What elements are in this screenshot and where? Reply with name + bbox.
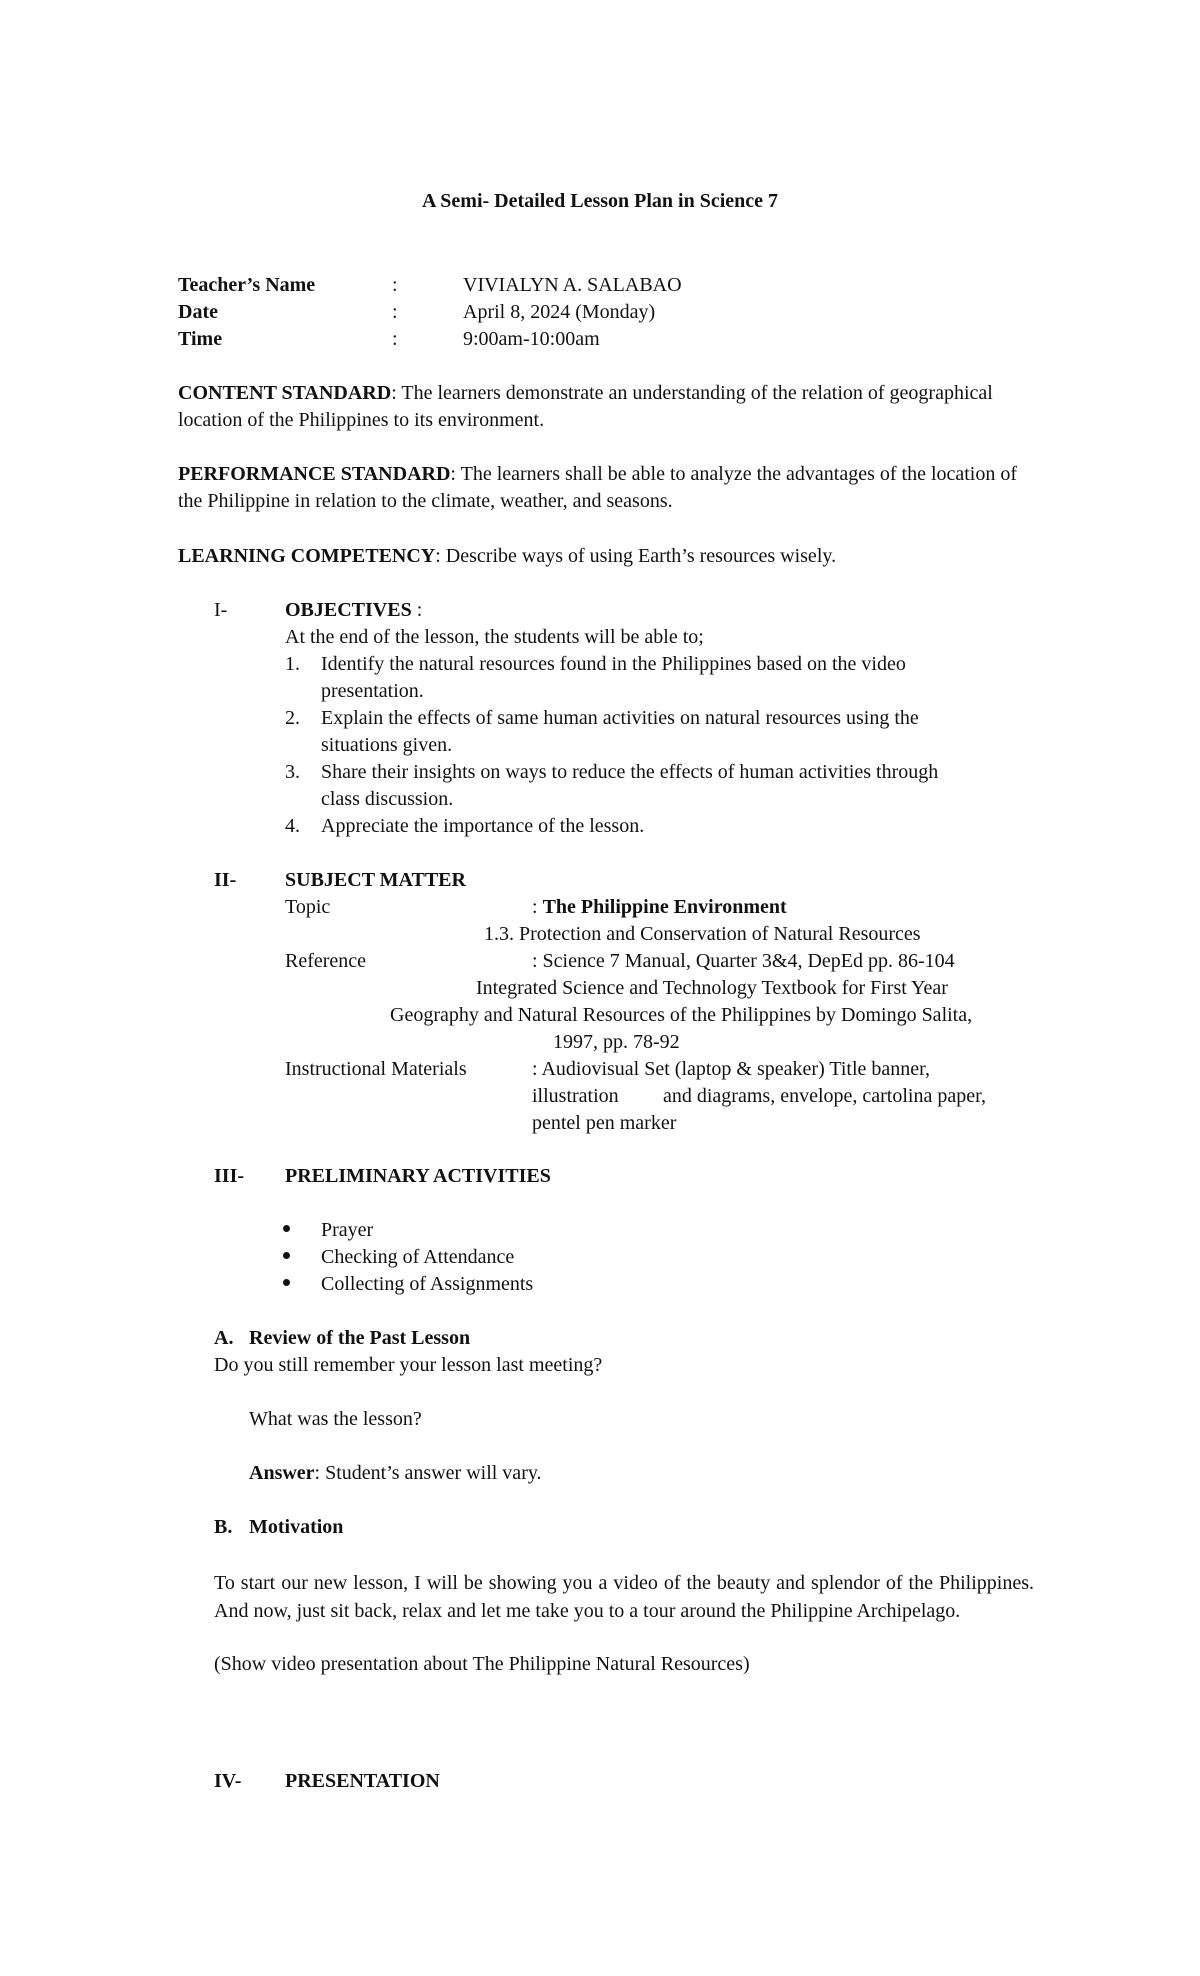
performance-standard-label: PERFORMANCE STANDARD	[178, 463, 451, 485]
materials-line: illustration	[532, 1085, 619, 1107]
objectives-roman: I-	[214, 599, 228, 621]
reference-line: 1997, pp. 78-92	[553, 1031, 680, 1053]
presentation-heading: PRESENTATION	[285, 1770, 440, 1792]
date-colon: :	[392, 301, 398, 323]
objective-text: Identify the natural resources found in the Philippines based on the video	[321, 653, 906, 675]
learning-competency-text: : Describe ways of using Earth’s resources wisely.	[435, 545, 837, 567]
subject-matter-roman: II-	[214, 869, 237, 891]
objective-number: 1.	[285, 653, 300, 675]
motivation-note: (Show video presentation about The Philippine Natural Resources)	[214, 1653, 750, 1675]
materials-line: and diagrams, envelope, cartolina paper,	[663, 1085, 986, 1107]
objective-number: 3.	[285, 761, 300, 783]
topic-subtopic: 1.3. Protection and Conservation of Natural Resources	[484, 923, 921, 945]
topic-value-line	[532, 894, 787, 920]
teacher-name-label: Teacher’s Name	[178, 274, 316, 296]
topic-value: The Philippine Environment	[542, 896, 787, 918]
time-label: Time	[178, 328, 223, 350]
topic-colon: :	[532, 896, 543, 918]
review-answer	[249, 1460, 542, 1486]
objective-text: Appreciate the importance of the lesson.	[321, 815, 645, 837]
date-label: Date	[178, 301, 218, 323]
bullet-icon	[282, 1271, 292, 1281]
motivation-letter: B.	[214, 1516, 233, 1538]
objectives-heading-line	[285, 597, 422, 623]
learning-competency	[178, 543, 1033, 570]
objective-text-cont: situations given.	[321, 734, 453, 756]
teacher-name-colon: :	[392, 274, 398, 296]
preliminary-roman: III-	[214, 1165, 245, 1187]
preliminary-item: Checking of Attendance	[321, 1246, 515, 1268]
motivation-paragraph-text: To start our new lesson, I will be showing you a video of the beauty and splendor of the Philippines. And now, just sit back, relax and let me take you to a tour around the Philippine Archipelago.	[214, 1572, 1034, 1622]
preliminary-item: Prayer	[321, 1219, 374, 1241]
review-question: What was the lesson?	[249, 1408, 422, 1430]
objective-text-cont: class discussion.	[321, 788, 454, 810]
review-letter: A.	[214, 1327, 234, 1349]
reference-line: Integrated Science and Technology Textbook for First Year	[476, 977, 948, 999]
topic-label: Topic	[285, 896, 331, 918]
objective-text: Explain the effects of same human activities on natural resources using the	[321, 707, 919, 729]
motivation-paragraph	[214, 1569, 1034, 1625]
time-colon: :	[392, 328, 398, 350]
subject-matter-heading: SUBJECT MATTER	[285, 869, 466, 891]
objectives-heading-suffix: :	[411, 599, 423, 621]
objective-number: 4.	[285, 815, 300, 837]
materials-line: : Audiovisual Set (laptop & speaker) Title banner,	[532, 1058, 931, 1080]
objectives-intro: At the end of the lesson, the students will be able to;	[285, 626, 704, 648]
objectives-heading: OBJECTIVES	[285, 599, 412, 621]
learning-competency-label: LEARNING COMPETENCY	[178, 545, 436, 567]
performance-standard-text: : The learners shall be able to analyze the advantages of the location of the Philippine in relation to the climate, weather, and seasons.	[178, 463, 1018, 512]
presentation-roman: IV-	[214, 1770, 242, 1792]
answer-label: Answer	[249, 1462, 315, 1484]
reference-line: Geography and Natural Resources of the Philippines by Domingo Salita,	[390, 1004, 973, 1026]
teacher-name-value: VIVIALYN A. SALABAO	[463, 274, 682, 296]
content-standard-label: CONTENT STANDARD	[178, 382, 392, 404]
materials-label: Instructional Materials	[285, 1058, 467, 1080]
reference-line: : Science 7 Manual, Quarter 3&4, DepEd pp. 86-104	[532, 950, 955, 972]
page-title: A Semi- Detailed Lesson Plan in Science 7	[421, 190, 779, 212]
time-value: 9:00am-10:00am	[463, 328, 600, 350]
preliminary-item: Collecting of Assignments	[321, 1273, 534, 1295]
objective-text-cont: presentation.	[321, 680, 424, 702]
motivation-heading: Motivation	[249, 1516, 344, 1538]
bullet-icon	[282, 1244, 292, 1254]
content-standard-text: : The learners demonstrate an understanding of the relation of geographical location of the Philippines to its environment.	[178, 382, 993, 431]
reference-label: Reference	[285, 950, 367, 972]
objective-text: Share their insights on ways to reduce the effects of human activities through	[321, 761, 939, 783]
content-standard	[178, 380, 1033, 434]
review-question: Do you still remember your lesson last meeting?	[214, 1354, 603, 1376]
date-value: April 8, 2024 (Monday)	[463, 301, 656, 323]
review-heading: Review of the Past Lesson	[249, 1327, 471, 1349]
bullet-icon	[282, 1217, 292, 1227]
performance-standard	[178, 461, 1033, 515]
objective-number: 2.	[285, 707, 300, 729]
preliminary-heading: PRELIMINARY ACTIVITIES	[285, 1165, 551, 1187]
answer-text: : Student’s answer will vary.	[314, 1462, 542, 1484]
materials-line: pentel pen marker	[532, 1112, 677, 1134]
